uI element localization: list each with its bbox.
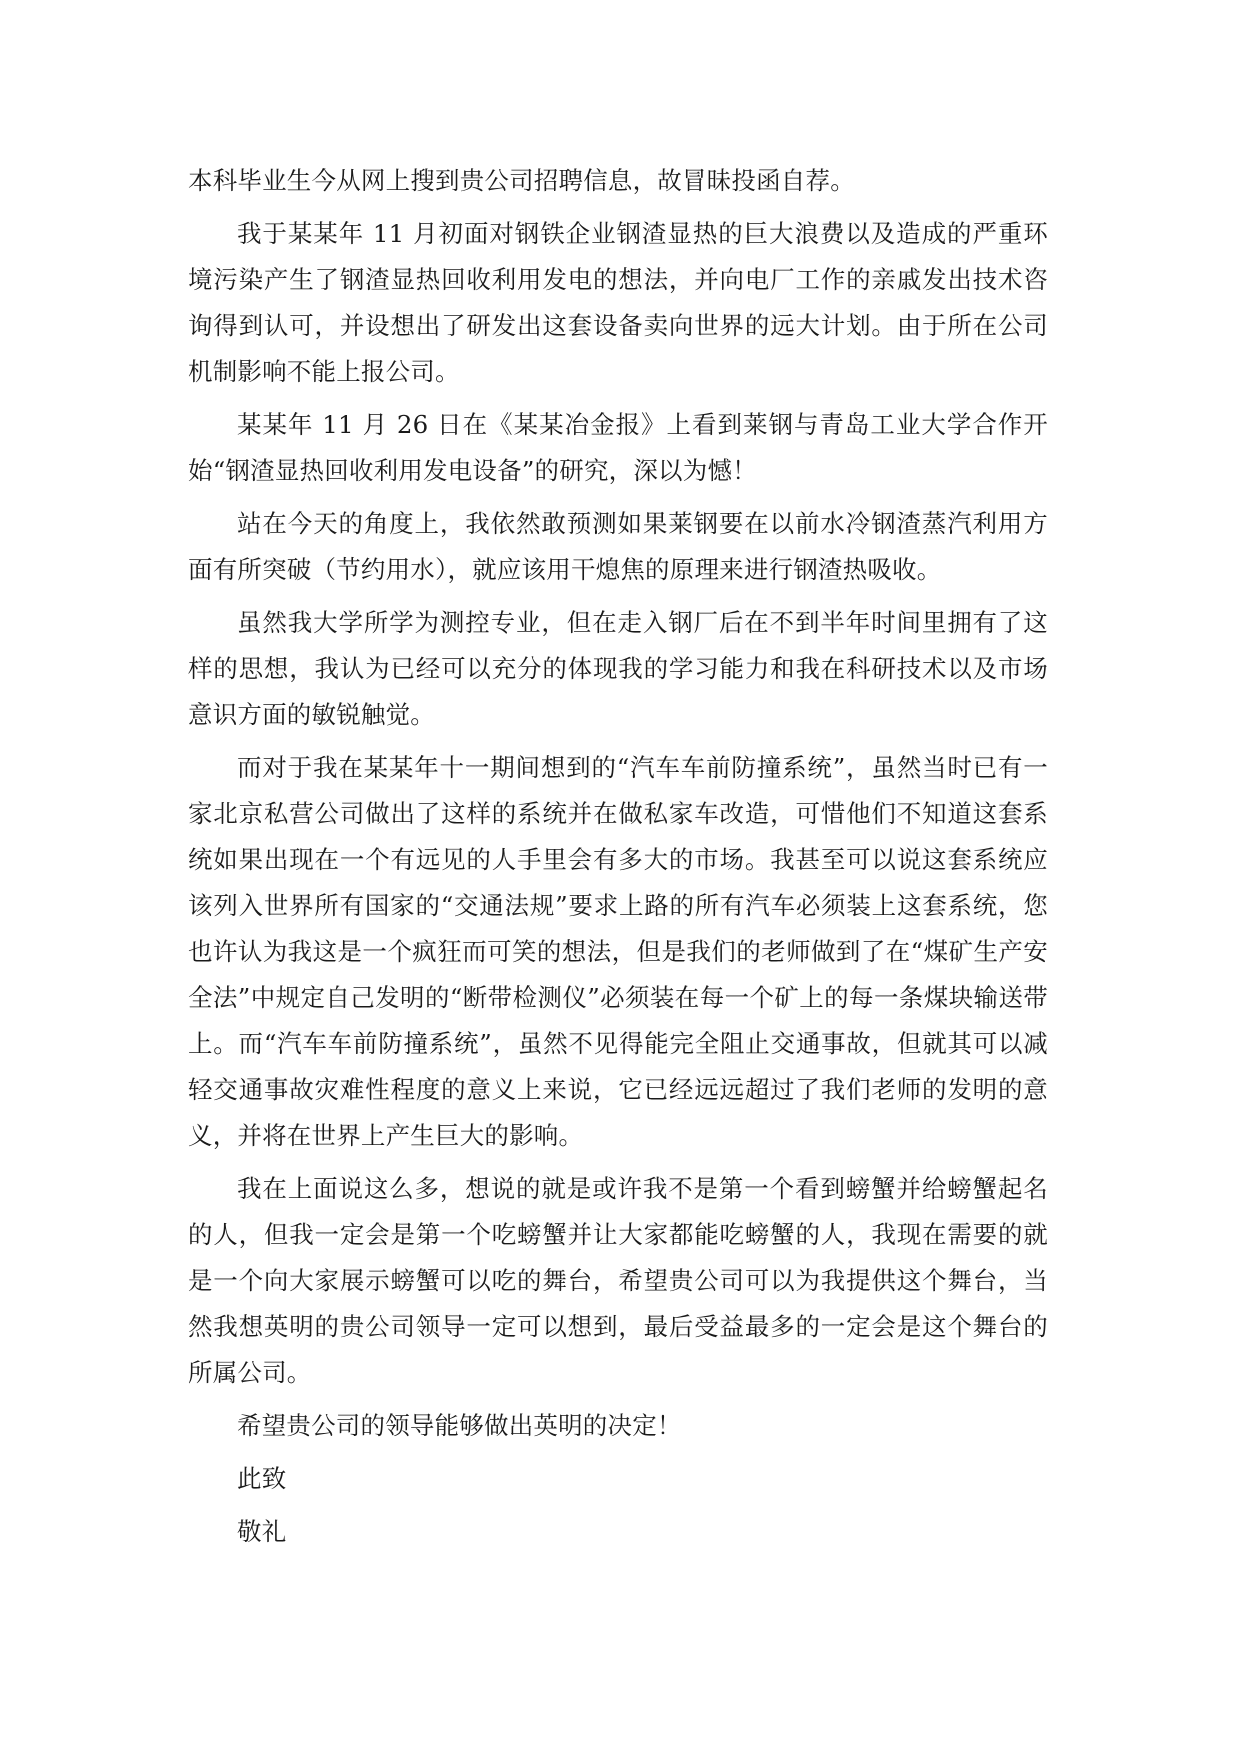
paragraph-collision-system: 而对于我在某某年十一期间想到的“汽车车前防撞系统”，虽然当时已有一家北京私营公司做出了这样的系统并在做私家车改造，可惜他们不知道这套系统如果出现在一个有远见的人手里会有多大的市场。我甚至可以说这套系统应该列入世界所有国家的“交通法规”要求上路的所有汽车必须装上这套系统，您也许认为我这是一个疯狂而可笑的想法，但是我们的老师做到了在“煤矿生产安全法”中规定自己发明的“断带检测仪”必须装在每一个矿上的每一条煤块输送带上。而“汽车车前防撞系统”，虽然不见得能完全阻止交通事故，但就其可以减轻交通事故灾难性程度的意义上来说，它已经远远超过了我们老师的发明的意义，并将在世界上产生巨大的影响。 (188, 753, 1048, 1150)
paragraph-crab-metaphor: 我在上面说这么多，想说的就是或许我不是第一个看到螃蟹并给螃蟹起名的人，但我一定会是第一个吃螃蟹并让大家都能吃螃蟹的人，我现在需要的就是一个向大家展示螃蟹可以吃的舞台，希望贵公司可以为我提供这个舞台，当然我想英明的贵公司领导一定可以想到，最后受益最多的一定会是这个舞台的所属公司。 (188, 1174, 1048, 1387)
paragraph-ability: 虽然我大学所学为测控专业，但在走入钢厂后在不到半年时间里拥有了这样的思想，我认为已经可以充分的体现我的学习能力和我在科研技术以及市场意识方面的敏锐触觉。 (188, 608, 1048, 729)
paragraph-newspaper: 某某年 11 月 26 日在《某某冶金报》上看到莱钢与青岛工业大学合作开始“钢渣显热回收利用发电设备”的研究，深以为憾！ (188, 410, 1048, 485)
closing-jingli: 敬礼 (237, 1517, 287, 1546)
paragraph-intro: 本科毕业生今从网上搜到贵公司招聘信息，故冒昧投函自荐。 (188, 166, 855, 195)
letter-body (188, 158, 1048, 1562)
paragraph-steel-slag-idea: 我于某某年 11 月初面对钢铁企业钢渣显热的巨大浪费以及造成的严重环境污染产生了钢渣显热回收利用发电的想法，并向电厂工作的亲戚发出技术咨询得到认可，并设想出了研发出这套设备卖向世界的远大计划。由于所在公司机制影响不能上报公司。 (188, 219, 1048, 386)
paragraph-prediction: 站在今天的角度上，我依然敢预测如果莱钢要在以前水冷钢渣蒸汽利用方面有所突破（节约用水），就应该用干熄焦的原理来进行钢渣热吸收。 (188, 509, 1048, 584)
paragraph-hope: 希望贵公司的领导能够做出英明的决定！ (237, 1411, 682, 1440)
closing-cizhi: 此致 (237, 1464, 287, 1493)
